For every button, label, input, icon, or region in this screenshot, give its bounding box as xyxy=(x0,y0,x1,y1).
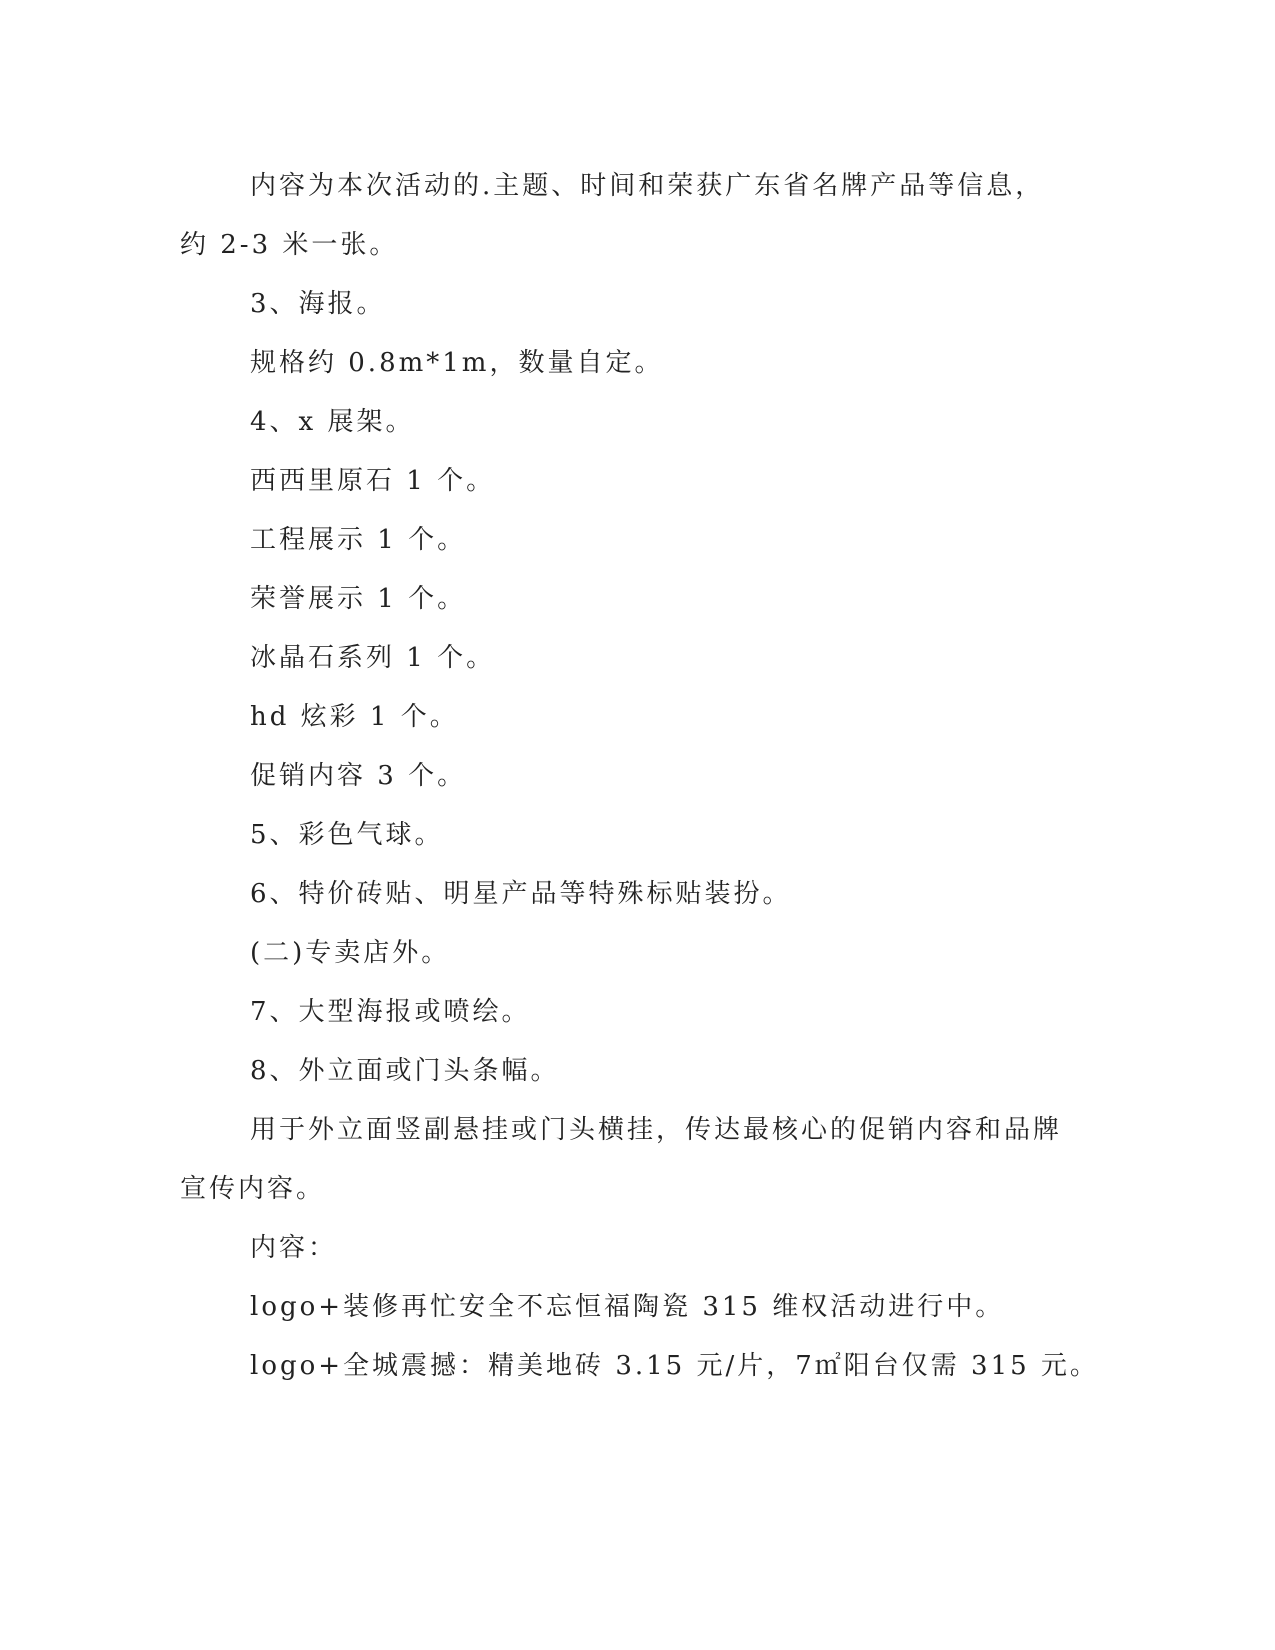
text-line: 5、彩色气球。 xyxy=(250,820,444,850)
text-line: logo+装修再忙安全不忘恒福陶瓷 315 维权活动进行中。 xyxy=(250,1292,1005,1322)
text-line: 4、x 展架。 xyxy=(250,407,415,437)
text-line: 用于外立面竖副悬挂或门头横挂，传达最核心的促销内容和品牌 xyxy=(250,1115,1063,1145)
text-line: 荣誉展示 1 个。 xyxy=(250,584,467,614)
text-line: 工程展示 1 个。 xyxy=(250,525,467,555)
text-line: 6、特价砖贴、明星产品等特殊标贴装扮。 xyxy=(250,879,792,909)
text-line: (二)专卖店外。 xyxy=(250,938,451,968)
text-line: 内容为本次活动的.主题、时间和荣获广东省名牌产品等信息， xyxy=(250,171,1045,201)
text-line: 促销内容 3 个。 xyxy=(250,761,467,791)
text-line: 规格约 0.8m*1m，数量自定。 xyxy=(250,348,664,378)
text-line: 7、大型海报或喷绘。 xyxy=(250,997,531,1027)
text-line: 冰晶石系列 1 个。 xyxy=(250,643,496,673)
text-line: 约 2-3 米一张。 xyxy=(180,230,399,260)
text-line: 西西里原石 1 个。 xyxy=(250,466,496,496)
text-line: 内容： xyxy=(250,1233,338,1263)
text-line: hd 炫彩 1 个。 xyxy=(250,702,459,732)
text-line: 宣传内容。 xyxy=(180,1174,326,1204)
text-line: 3、海报。 xyxy=(250,289,386,319)
document-body xyxy=(180,157,1099,1396)
text-line: logo+全城震撼：精美地砖 3.15 元/片，7㎡阳台仅需 315 元。 xyxy=(250,1351,1099,1381)
text-line: 8、外立面或门头条幅。 xyxy=(250,1056,560,1086)
